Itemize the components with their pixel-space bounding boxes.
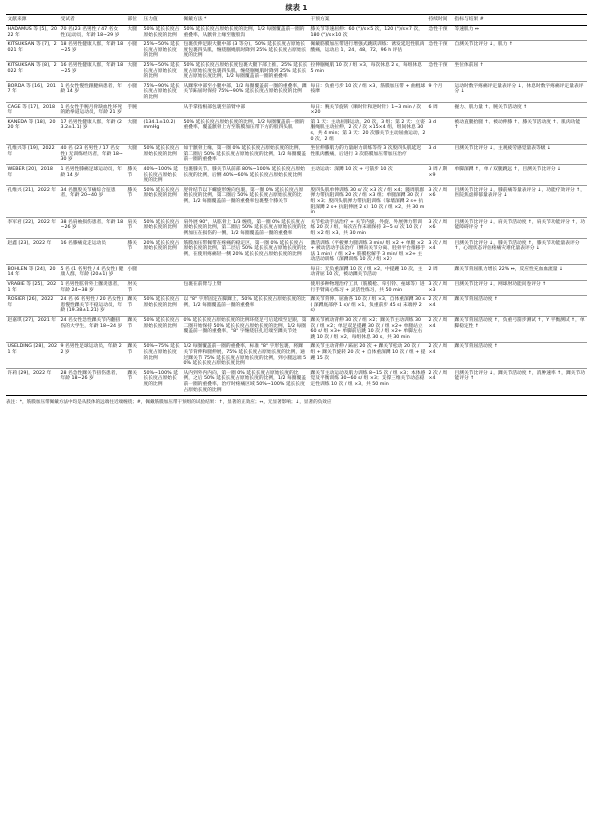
cell-protocol: 拉伸腘绳肌 10 次 / 组 ×3，每次休息 2 s，每组休息 5 min xyxy=(309,61,427,82)
cell-method xyxy=(182,265,309,280)
table-row xyxy=(6,186,587,218)
cell-results: 目测关节比评分 ↓，膝关节活动度 ↑，膝关节功能量表评分 ↑，心理状态评估疼痛灾难化量表评分 ↓ xyxy=(453,239,587,265)
cell-source: 李军君 [22]，2022 年 xyxy=(6,218,59,239)
cell-source: 孔维兴等 [19]，2022 年 xyxy=(6,144,59,165)
cell-method: 胫骨结节以下螺旋形缠向包裹，第一圈 0% 延长长度占原始长度的比例，第二圈后 50% 延长长度占原始长度的比例，1/2 每圈覆盖前一圈的重叠率包裹整个膝关节 xyxy=(182,186,309,218)
cell-duration: 3 次 / 周 ×4 xyxy=(427,239,453,265)
table-row xyxy=(6,103,587,118)
cell-subjects: 70 名(23 名男性 / 47 名女性)运动员，年龄 18~29 岁 xyxy=(59,25,126,40)
cell-duration: 3 次 / 周 ×6 xyxy=(427,186,453,218)
cell-site: 膝关节 xyxy=(126,186,142,218)
cell-source: KITSUKSAN 等 [8]，2022 年 xyxy=(6,61,59,82)
cell-method: 包裹在前臂与上臂 xyxy=(182,280,309,295)
table-row xyxy=(6,82,587,103)
cell-source: BOHLEN 等 [24]，2014 年 xyxy=(6,265,59,280)
cell-pressure: 50% 延长长度占原始长度的比例 xyxy=(142,218,182,239)
cell-results: 握力、肌力量 ↑、腕关节活动度 ↑ xyxy=(453,103,587,118)
cell-pressure xyxy=(142,265,182,280)
table-row xyxy=(6,40,587,61)
cell-results: 坐位体前屈 ↑ xyxy=(453,61,587,82)
table-row xyxy=(6,295,587,316)
cell-results: 目测关节比评分 ↓，膝前痛等量表评分 ↓，功能疗效评分 ↑，医院焦虑抑郁量表评分 ↓ xyxy=(453,186,587,218)
cell-source: BORDA 等 [16]，2017 年 xyxy=(6,82,59,103)
cell-results: 目测关节比评分 ↓，主观疲劳感觉量表等级 ↓ xyxy=(453,144,587,165)
cell-site: 肩关节 xyxy=(126,218,142,239)
cell-method: 筋膜加压带佩带在疼痛的稳定区，第一圈 0% 延长长度占原始长度的比例，第二层后 50% 延长长度占原始长度的比例，在使用疼痛轻一侧 20% 延长长度占原始长度的比例 xyxy=(182,239,309,265)
table-title: 续表 1 xyxy=(285,3,308,12)
cell-protocol: 踝关节背伸、屈曲各 10 次 / 组 ×3，自体重深蹲 30 s( 深蹲底部停 1 s)/ 组 ×1，负重前步 45 s( 末端停 2 s) xyxy=(309,295,427,316)
cell-results: 踝关节背屈活动度 ↑，负重弓箭步测试 ↑，Y 平衡测试 ↑，单脚稳定性 ↑ xyxy=(453,316,587,342)
cell-subjects: 17 名男性健康人群，年龄 (23.2±1.1) 岁 xyxy=(59,118,126,144)
cell-results: 踝关节背屈活动度 ↑ xyxy=(453,295,587,316)
cell-results: 目测关节比评分 ↓，肩关节活动度 ↑，肩关节功能评分 ↑，功能障碍评分 ↑ xyxy=(453,218,587,239)
cell-protocol: 每日：腕关节旋转（顺时针和逆时针）1~3 min / 次 ×20 xyxy=(309,103,427,118)
cell-duration: 急性干预 xyxy=(427,25,453,40)
cell-results: 单脚深蹲 ↑，单 / 双腿跳远 ↑，目测关节比评分 ↓ xyxy=(453,165,587,186)
table-row xyxy=(6,239,587,265)
cell-duration: 急性干预 xyxy=(427,40,453,61)
cell-subjects: 9 名男性足球运动员，年龄 22 岁 xyxy=(59,342,126,368)
table-row xyxy=(6,280,587,295)
cell-subjects: 34 名髌股关节痛综合征患者，年龄 20~40 岁 xyxy=(59,186,126,218)
cell-method: 50% 延长长度占原始长度的比例，1/2 每圈覆盖前一圈的重叠率，覆盖髌骨上方至筋膜加压带下方的股四头肌 xyxy=(182,118,309,144)
cell-method: 50% 延长长度占原始长度包裹大腿下部上推，25% 延长长度占原始长度包裹四头肌，缠绕腘绳肌时降到 25% 延长长度占原始长度比例，1/2 每圈覆盖前一圈的重叠率 xyxy=(182,61,309,82)
cell-results: 目测关节比评分 ↓，踝关节活动度 ↑，消肿速率 ↑，踝关节功能评分 ↑ xyxy=(453,369,587,395)
cell-method: 从踝挛中部至小腿中部，1/2 每圈覆盖前一圈的重叠率，踝关节跖屈时保持 75%~90% 延长长度占原始长度的比例 xyxy=(182,82,309,103)
cell-site: 大腿 xyxy=(126,118,142,144)
cell-duration: 6 周 xyxy=(427,103,453,118)
cell-protocol: 每日：负重弓步 10 次 / 组 ×3，筋膜加压带 + 曲棍球按摩 xyxy=(309,82,427,103)
cell-duration: 2 次 / 周 ×4 xyxy=(427,342,453,368)
cell-source: VRABIE 等 [25]，2021 年 xyxy=(6,280,59,295)
literature-table xyxy=(6,14,587,396)
cell-site: 踝关节 xyxy=(126,342,142,368)
cell-source: 孔维兴 [21]，2022 年 xyxy=(6,186,59,218)
cell-protocol: 踝关节主动背伸 / 跖屈 20 次 + 踝关节松动 20 次 / 组 + 踝关节旋转 20 次 + 自体重深蹲 10 次 / 组 + 提踵 15 次 xyxy=(309,342,427,368)
cell-pressure xyxy=(142,280,182,295)
cell-pressure: 40%~100% 延长长度占原始长度的比例 xyxy=(142,165,182,186)
cell-protocol: 踝关节主动运动及肌力训练 8~15 次 / 组 ×3；本体感觉及平衡训练 30~60 s/ 组 ×3；支撑三维关节动态稳定性训练 10 次 / 组 ×3，共 50 min xyxy=(309,369,427,395)
header-subjects: 受试者 xyxy=(59,15,126,26)
header-pressure: 压力值 xyxy=(142,15,182,26)
cell-protocol: 激活训练（平板弹力腿训练 3 min/ 组 ×2 + 单腿 ×2+ 被动活动手法治疗（侧向关节分离、胫骨平台推移手法 1 min）/ 组 ×2+ 筋膜松解手 3 min/ 组 ×2+ 主动活动训练（深蹲训练 10 次 / 组 ×2） xyxy=(309,239,427,265)
cell-site: 手腕 xyxy=(126,103,142,118)
table-row xyxy=(6,25,587,40)
cell-pressure: 50% 延长长度占原始长度的比例 xyxy=(142,144,182,165)
table-row xyxy=(6,165,587,186)
cell-pressure: 25%~50% 延长长度占原始长度的比例 xyxy=(142,40,182,61)
header-protocol: 干预方案 xyxy=(309,15,427,26)
cell-duration: 3 周 / 期 ×9 xyxy=(427,165,453,186)
cell-subjects: 40 名 (23 名男性 / 17 名女性) 无训练经历者，年龄 18~30 岁 xyxy=(59,144,126,165)
cell-method: 0% 延长长度占原始长度的比例环绕足弓后延续至足跟，第二圈开始保持 50% 延长长度占原始长度的比例，1/2 每圈覆盖前一圈的重叠率，"8" 字缠绕驻扎近端至踝关节处 xyxy=(182,316,309,342)
cell-subjects: 16 名男性健康人群，年龄 18~25 岁 xyxy=(59,61,126,82)
cell-results: 运动时数字疼痛评定量表评分 ↓，休息时数字疼痛评定量表评分 ↓ xyxy=(453,82,587,103)
cell-duration: 9 个月 xyxy=(427,82,453,103)
cell-source: USELDING [28]，2021 年 xyxy=(6,342,59,368)
cell-source: CAGE 等 [17]，2018 年 xyxy=(6,103,59,118)
cell-site: 肘关节 xyxy=(126,280,142,295)
cell-method: 包裹膝关节，膝关节从前部 80%~100% 延长长度占原始长度的比例，后侧 40%~60% 延长长度占原始长度比例 xyxy=(182,165,309,186)
cell-site: 小腿 xyxy=(126,40,142,61)
table-header-row xyxy=(6,15,587,26)
cell-pressure: 50% 延长长度占原始长度的比例 xyxy=(142,25,182,40)
cell-duration: 急性干预 xyxy=(427,61,453,82)
cell-subjects: 1 名女性慢性跟腱病患者，年龄 14 岁 xyxy=(59,82,126,103)
cell-source: KITSUKSAN 等 [7]，2021 年 xyxy=(6,40,59,61)
cell-subjects: 18 名男性健康人群，年龄 18~25 岁 xyxy=(59,40,126,61)
cell-method: 从手掌指根部包裹至前臂中部 xyxy=(182,103,309,118)
cell-protocol: 每日：无负重深蹲 10 次 / 组 ×2，中提踵 10 次，主动背屈 10 次，被动踝关节活动 xyxy=(309,265,427,280)
cell-method: 50% 延长长度占原始长度的比例，1/2 每圈覆盖前一圈的重叠率，从髌骨上缘至腹股沟 xyxy=(182,25,309,40)
header-source: 文献来源 xyxy=(6,15,59,26)
cell-protocol: 股四头肌单伸训练 30 s/ 次 ×3 次 / 组 ×4；髋周肌群弹力带抗阻训练 20 次 / 组 ×3 组；单腿深蹲 30 次 / 组 ×3；股四头肌弹力带抗阻训练（靠墙深蹲 2 s+ 抗阻深蹲 2 s+ 抗阻伸展 2 s）10 次 / 组 ×2，共 30 min xyxy=(309,186,427,218)
cell-source: 许莉 [29]，2022 年 xyxy=(6,369,59,395)
cell-protocol: 第 1 天：主动屈膝运动，20 次，3 组；第 2 天：立姿腘绳肌主动拉伸，2 次 / 次 ×15×4 组，组间休息 30 s，共 4 min；第 3 天：20 次膝关节主动屈曲运动，20 次，2 组 xyxy=(309,118,427,144)
cell-subjects: 24 名女性急性踝关节内翻扭伤的大学生，年龄 18~24 岁 xyxy=(59,316,126,342)
table-row xyxy=(6,316,587,342)
cell-protocol: 膝关节等速屈伸：60 (°)/s×5 次，120 (°)/s×7 次，180 (°)/s×10 次 xyxy=(309,25,427,40)
cell-subjects: 1 名女性手腕月骨缺血性坏死的跆拳道运动员，年龄 21 岁 xyxy=(59,103,126,118)
cell-subjects: 5 名 (1 名男性 / 4 名女性) 健康人群，年龄 (20±1) 岁 xyxy=(59,265,126,280)
table-row xyxy=(6,118,587,144)
cell-duration: 3 d xyxy=(427,144,453,165)
cell-subjects: 16 名膝痛竞走运动员 xyxy=(59,239,126,265)
cell-method: 包裹伏伸足跟大腿中部 (3 等分)，50% 延长长度占原始长度包裹四头肌，缠绕腘绳肌时降到 25% 延长长度占原始长度的比例 xyxy=(182,40,309,61)
cell-site: 膝关节 xyxy=(126,239,142,265)
cell-results: 自测关节比评分 ↓，肌力 ↑ xyxy=(453,40,587,61)
table-row xyxy=(6,144,587,165)
cell-subjects: 28 名急性踝关节扭伤患者，年龄 18~26 岁 xyxy=(59,369,126,395)
cell-subjects: 38 名肩袖损伤患者，年龄 18~26 岁 xyxy=(59,218,126,239)
cell-duration: 2 次 / 周 ×4 xyxy=(427,369,453,395)
table-row xyxy=(6,265,587,280)
cell-source: WEBER [20]，2018 年 xyxy=(6,165,59,186)
cell-site: 小腿 xyxy=(126,82,142,103)
table-footnote: 表注：*，筋膜加压带佩戴方法中均是从肢体的远端往近端缠绕；#，佩戴筋膜加压带干预组的试验结果：↑，显著的正效应；↔，无显著影响；↓，显著的负效应 xyxy=(6,399,332,405)
cell-method: 从内到外内内向，第一圈 0% 延长长度占原始长度的比例，之后 50% 延长长度占原始长度的比例，1/2 每圈覆盖前一圈的重叠率，治疗时疼痛区域 50%~100% 延长长度占原始长度的比例 xyxy=(182,369,309,395)
cell-site: 踝关节 xyxy=(126,369,142,395)
cell-source: ROSIER [26]，2022 年 xyxy=(6,295,59,316)
cell-method: 以 "8" 字形固定在脚踝上，50% 延长长度占原始长度的比例，1/2 每圈覆盖前一圈的重叠率 xyxy=(182,295,309,316)
cell-protocol: 踝关节被动背伸 30 次 / 组 ×2；踝关节主动训练 30 次 / 组 ×2；单足双足提踵 30 次 / 组 ×2+ 单腿站立 60 s/ 组 ×3+ 单脚前后跳 10 次 / 组 ×2+ 单脚左右跳 10 次 / 组 ×2，每组休息 30 s，共 30 min xyxy=(309,316,427,342)
cell-protocol: 使用多种物理治疗工具（筋膜枪、牵引铃、垒球等）进行手臂离心练习 + 灵活性练习，共 50 min xyxy=(309,280,427,295)
table-row xyxy=(6,218,587,239)
cell-source: HADAMUS 等 [5]，2022 年 xyxy=(6,25,59,40)
cell-subjects: 1 名男性膝痛足球运动员，年龄 14 岁 xyxy=(59,165,126,186)
cell-pressure: 50%~100% 延长长度占原始长度的比例 xyxy=(142,369,182,395)
cell-results: 被动直腿抬腿 ↑、被动伸膝 ↑、膝关节活动度 ↑、肌肉功能 ↑ xyxy=(453,118,587,144)
cell-pressure: (134.1±10.2) mmHg xyxy=(142,118,182,144)
cell-protocol: 主动运动：深蹲 10 次 + 弓箭步 10 次 xyxy=(309,165,427,186)
cell-duration: 2 次 / 周 ×4 xyxy=(427,295,453,316)
cell-results: 踝关节背屈活动度 ↑ xyxy=(453,342,587,368)
header-method: 佩戴方法 * xyxy=(182,15,309,26)
cell-results: 踝关节背屈肌力增长 22% ↔，反应性充血血流量 ↓ xyxy=(453,265,587,280)
cell-pressure: 50% 延长长度占原始长度的比例 xyxy=(142,316,182,342)
table-row xyxy=(6,61,587,82)
cell-duration: 3 d xyxy=(427,118,453,144)
cell-duration: 2 周 xyxy=(427,265,453,280)
cell-protocol: 佩戴筋膜加压带进行增强式跳跃训练：诱发延迟性肌肉酸痛，运动后 1，24，48，72，96 h 评估 xyxy=(309,40,427,61)
cell-duration: 2 次 / 周 ×4 xyxy=(427,316,453,342)
cell-duration: 3 次 / 周 ×3 xyxy=(427,280,453,295)
cell-source: KANEDA 等 [18]，2020 年 xyxy=(6,118,59,144)
cell-pressure: 50%~75% 延长长度占原始长度的比例 xyxy=(142,342,182,368)
header-duration: 持续时间 xyxy=(427,15,453,26)
cell-pressure: 20% 延长长度占原始长度的比例 xyxy=(142,239,182,265)
table-row xyxy=(6,369,587,395)
cell-pressure: 50% 延长长度占原始长度的比例 xyxy=(142,186,182,218)
header-site: 部位 xyxy=(126,15,142,26)
table-row xyxy=(6,342,587,368)
cell-subjects: 1 名男性肱骨外上髁炎患者，年龄 24~38 岁 xyxy=(59,280,126,295)
cell-duration: 3 次 / 周 ×6 xyxy=(427,218,453,239)
cell-site: 小腿 xyxy=(126,265,142,280)
cell-site: 大腿 xyxy=(126,61,142,82)
cell-source: 赵嘉琪 [27]，2021 年 xyxy=(6,316,59,342)
cell-pressure xyxy=(142,103,182,118)
cell-method: 肩外展 90°，从肱骨上 1/3 缠绕，第一圈 0% 延长长度占原始长度的比例，第二圈后 50% 延长长度占原始长度的比例加压在损伤的一侧，1/2 每圈覆盖前一圈的重叠率 xyxy=(182,218,309,239)
cell-site: 踝关节 xyxy=(126,295,142,316)
cell-method: 1/2 每圈覆盖前一圈的重叠率，标准 "8" 字形包裹，将踝关节背伸和腿伸展，75% 延长长度占原始长度的比例，通过踝关节 75% 延长长度占原始长度的比例，到小腿远端 50% 延长长度占原始长度比例 xyxy=(182,342,309,368)
cell-site: 大腿 xyxy=(126,144,142,165)
cell-subjects: 24 名 (6 名男性 / 20 名女性) 患慢性踝关节不稳运动员，年龄 (19.38±1.21) 岁 xyxy=(59,295,126,316)
cell-results: 目测关节比评分 ↓，网球肘功能问卷评分 ↑ xyxy=(453,280,587,295)
cell-results: 等速肌力 ↔ xyxy=(453,25,587,40)
cell-site: 踝关节 xyxy=(126,316,142,342)
table-body xyxy=(6,25,587,395)
cell-method: 如于髌骨上缘，第一圈 0% 延长长度占原始长度的比例，第二圈后 50% 延长长度占原始长度的比例，1/2 每圈覆盖前一圈的重叠率 xyxy=(182,144,309,165)
header-results: 指标与结果 # xyxy=(453,15,587,26)
cell-protocol: 坐位伸膝肌力的力量耐力训练等待 3 次股四头肌延迟性肌肉酸痛，后进行 3 次筋膜加压带加压治疗 xyxy=(309,144,427,165)
cell-protocol: 关节松动手法治疗 + 关节内旋、外旋、外展弹力带训练 20 次 / 组，每次在作末端保持 3~5 s/ 次 10 次 / 组 ×2 组 ×3，共 30 min xyxy=(309,218,427,239)
cell-site: 大腿 xyxy=(126,25,142,40)
cell-site: 膝关节 xyxy=(126,165,142,186)
cell-pressure: 50% 延长长度占原始长度的比例 xyxy=(142,295,182,316)
cell-pressure: 75%~90% 延长长度占原始长度的比例 xyxy=(142,82,182,103)
cell-pressure: 25%~50% 延长长度占原始长度的比例 xyxy=(142,61,182,82)
cell-source: 赵鑫 [23]，2022 年 xyxy=(6,239,59,265)
